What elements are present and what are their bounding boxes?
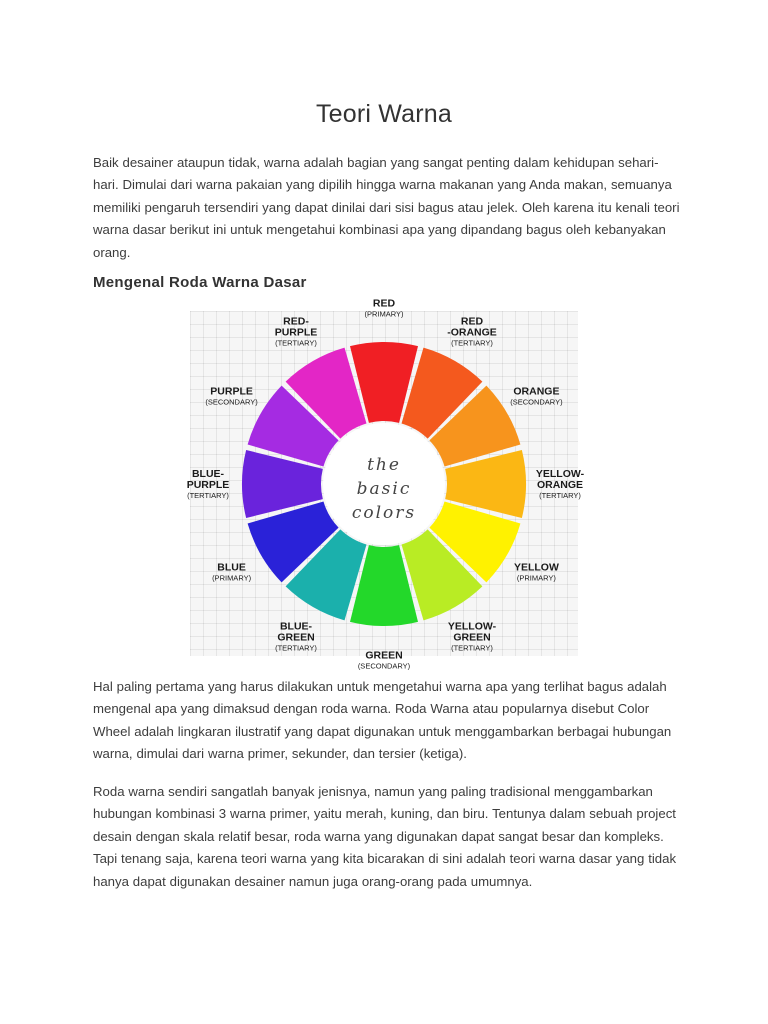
wheel-label (275, 620, 317, 652)
wheel-label-type: (TERTIARY) (451, 643, 493, 653)
wheel-label-type: (TERTIARY) (275, 338, 317, 348)
wheel-label (536, 468, 585, 500)
wheel-label (212, 562, 252, 583)
wheel-label-name: GREEN (277, 631, 315, 644)
color-wheel-figure (186, 297, 585, 671)
traditional-wheel-paragraph: Roda warna sendiri sangatlah banyak jenisnya, namun yang paling tradisional menggambarkan hubungan kombinasi 3 warna primer, yaitu merah, kuning, dan biru. Tentunya dalam sebuah project desain dengan skala relatif besar, roda warna yang digunakan dapat sangat besar dan kompleks. Tapi tenang saja, karena teori warna yang kita bicarakan di sini adalah teori warna dasar yang tidak hanya dapat digunakan desainer namun juga orang-orang pada umumnya. (93, 784, 677, 889)
wheel-label-name: RED (460, 315, 484, 328)
wheel-label-type: (SECONDARY) (510, 397, 563, 407)
wheel-label-type: (TERTIARY) (187, 491, 229, 500)
wheel-label-name: YELLOW (513, 561, 559, 574)
wheel-label-type: (TERTIARY) (275, 643, 317, 653)
wheel-label-name: GREEN (365, 649, 403, 662)
page-title: Teori Warna (315, 100, 453, 128)
wheel-label (187, 468, 230, 500)
wheel-label-type: (SECONDARY) (205, 397, 258, 407)
wheel-label-name: ORANGE (536, 479, 584, 491)
wheel-label-type: (TERTIARY) (539, 491, 581, 500)
intro-paragraph: Baik desainer ataupun tidak, warna adalah bagian yang sangat penting dalam kehidupan sehari-hari. Dimulai dari warna pakaian yang dipilih hingga warna makanan yang Anda makan, semuanya memiliki pengaruh tersendiri yang dapat dinilai dari sisi bagus atau jelek. Oleh karena itu kenali teori warna dasar berikut ini untuk mengetahui kombinasi apa yang dipandang bagus oleh kebanyakan orang. (93, 155, 680, 260)
wheel-label-name: PURPLE (274, 326, 318, 339)
wheel-label (275, 316, 318, 348)
wheel-label (364, 298, 404, 319)
wheel-label-name: PURPLE (210, 385, 253, 398)
wheel-label-type: (TERTIARY) (451, 338, 493, 348)
wheel-label-name: BLUE (217, 561, 246, 574)
wheel-label-name: ORANGE (513, 385, 560, 398)
wheel-label-name: GREEN (453, 631, 491, 644)
wheel-label-type: (PRIMARY) (364, 309, 404, 319)
wheel-label-name: -ORANGE (447, 326, 497, 339)
section-heading: Mengenal Roda Warna Dasar (93, 274, 307, 291)
wheel-label-name: YELLOW- (535, 468, 585, 480)
wheel-label-name: RED- (283, 315, 309, 328)
wheel-label-name: YELLOW- (447, 620, 497, 633)
wheel-label-name: BLUE- (279, 620, 313, 633)
wheel-center-text: colors (351, 503, 417, 523)
wheel-label (358, 650, 411, 671)
wheel-label (448, 620, 497, 652)
wheel-label (447, 316, 497, 348)
color-wheel-paragraph: Hal paling pertama yang harus dilakukan untuk mengetahui warna apa yang terlihat bagus adalah mengenal apa yang dimaksud dengan roda warna. Roda Warna atau popularnya disebut Color Wheel adalah lingkaran ilustratif yang dapat digunakan untuk menggambarkan berbagai hubungan warna, dimulai dari warna primer, sekunder, dan tersier (ketiga). (93, 679, 672, 762)
color-wheel (186, 297, 585, 671)
wheel-label-type: (SECONDARY) (357, 661, 411, 671)
wheel-label-type: (PRIMARY) (516, 573, 556, 583)
wheel-label (205, 386, 258, 407)
wheel-center-text: the (367, 455, 401, 475)
wheel-label-name: PURPLE (186, 479, 230, 491)
wheel-label (514, 562, 559, 583)
wheel-label-name: RED (372, 297, 396, 310)
wheel-center-text: basic (356, 479, 412, 499)
wheel-label-type: (PRIMARY) (212, 573, 252, 583)
wheel-label (510, 386, 563, 407)
wheel-label-name: BLUE- (191, 468, 225, 480)
